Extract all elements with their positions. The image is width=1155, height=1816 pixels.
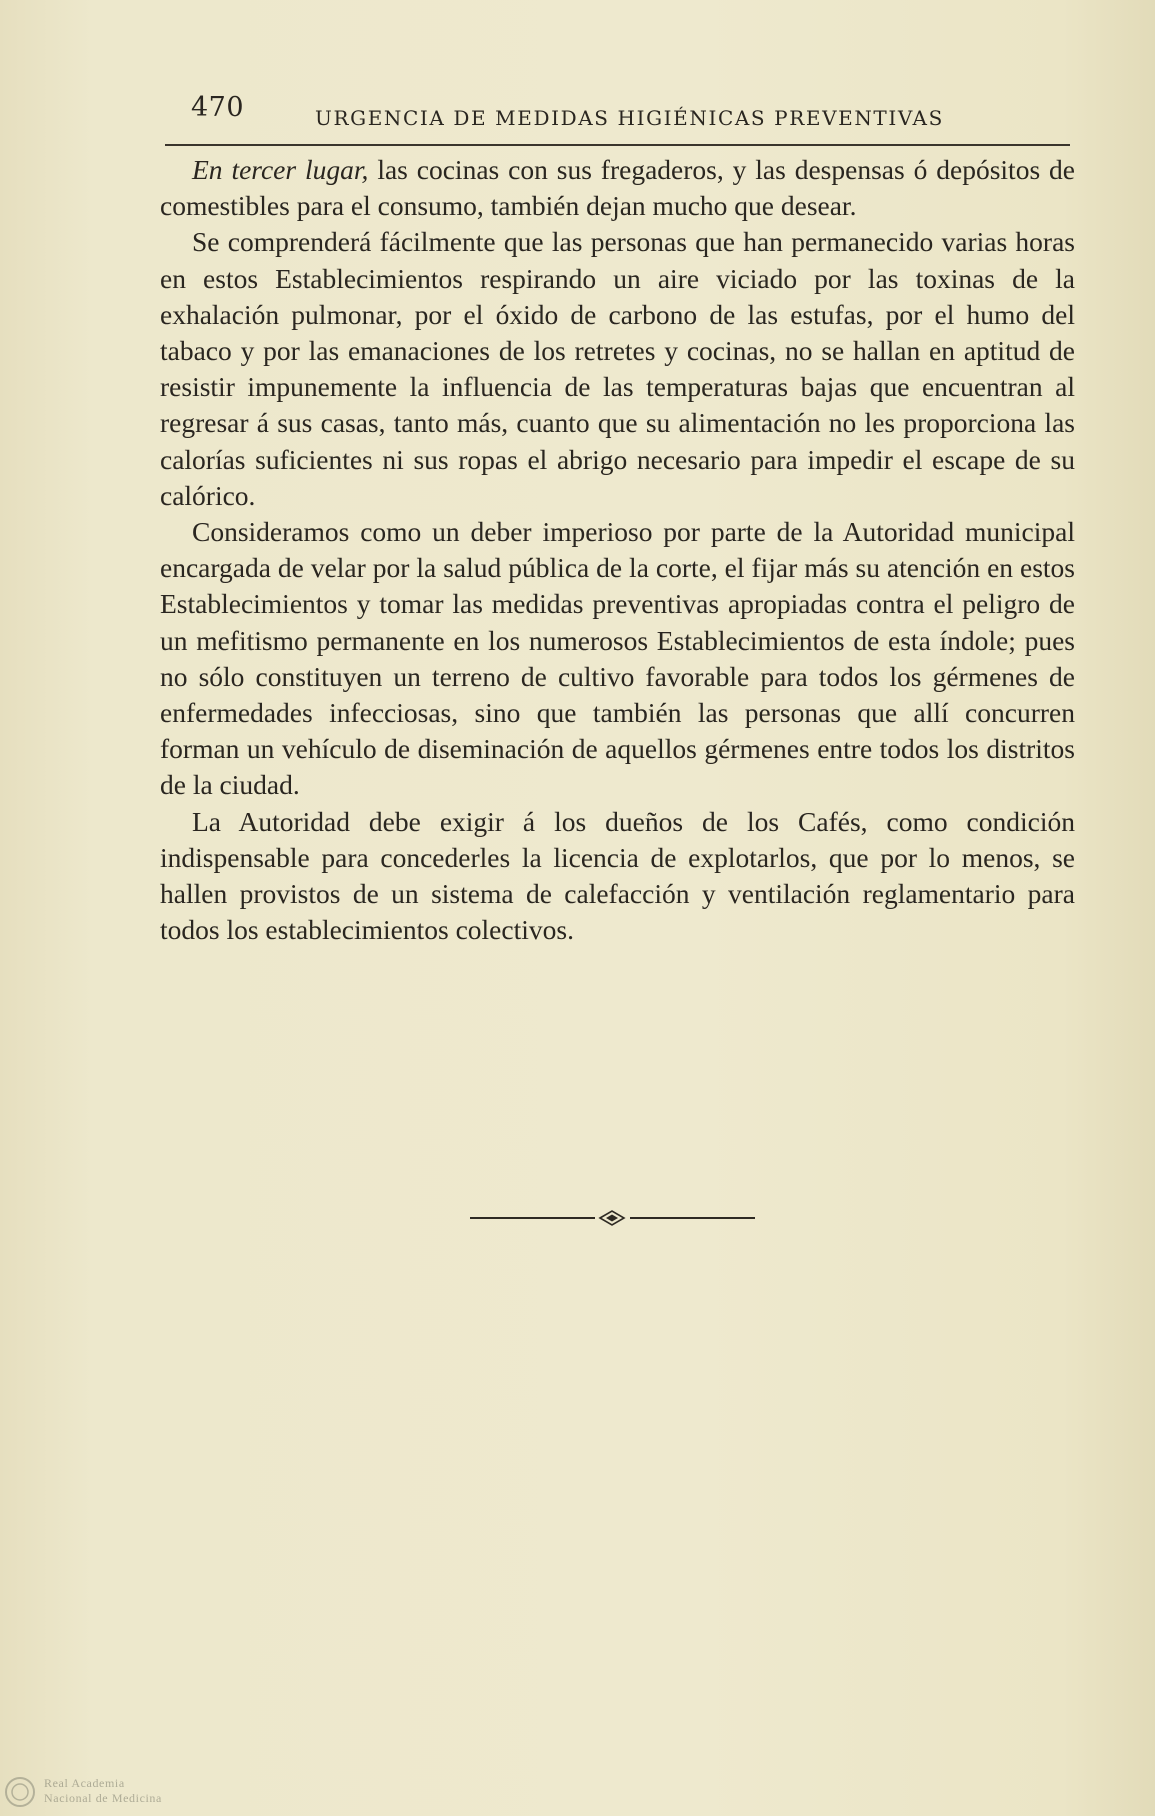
ornament-diamond-icon bbox=[598, 1210, 626, 1226]
section-end-ornament bbox=[470, 1208, 755, 1228]
watermark-text bbox=[44, 1776, 162, 1806]
watermark-line-2: Nacional de Medicina bbox=[44, 1791, 162, 1805]
body-text bbox=[160, 152, 1075, 948]
paragraph-2: Se comprenderá fácilmente que las personas que han permanecido varias horas en estos Establecimientos respirando un aire viciado por las toxinas de la exhalación pulmonar, por el óxido de carbono de las estufas, por el humo del tabaco y por las emanaciones de los retretes y cocinas, no se hallan en aptitud de resistir impunemente la influencia de las temperaturas bajas que encuentran al regresar á sus casas, tanto más, cuanto que su alimentación no les proporciona las calorías suficientes ni sus ropas el abrigo necesario para impedir el escape de su calórico. bbox=[160, 226, 1075, 511]
page-number: 470 bbox=[191, 92, 245, 123]
academy-seal-icon bbox=[4, 1776, 36, 1808]
paragraph-1-text: las cocinas con sus fregaderos, y las despensas ó depósitos de comestibles para el consumo, también dejan mucho que desear. bbox=[160, 154, 1076, 222]
paragraph-4: La Autoridad debe exigir á los dueños de los Cafés, como condición indispensable para concederles la licencia de explotarlos, que por lo menos, se hallen provistos de un sistema de calefacción y ventilación reglamentario para todos los establecimientos colectivos. bbox=[160, 805, 1075, 946]
paragraph-3: Consideramos como un deber imperioso por parte de la Autoridad municipal encargada de velar por la salud pública de la corte, el fijar más su atención en estos Establecimientos y tomar las medidas preventivas apropiadas contra el peligro de un mefitismo permanente en los numerosos Establecimientos de esta índole; pues no sólo constituyen un terreno de cultivo favorable para todos los gérmenes de enfermedades infecciosas, sino que también las personas que allí concurren forman un vehículo de diseminación de aquellos gérmenes entre todos los distritos de la ciudad. bbox=[160, 516, 1075, 801]
ornament-rule-right bbox=[630, 1217, 755, 1219]
paragraph-1 bbox=[160, 152, 1075, 224]
page-header bbox=[165, 92, 1070, 146]
ornament-rule-left bbox=[470, 1217, 595, 1219]
running-title: URGENCIA DE MEDIDAS HIGIÉNICAS PREVENTIVAS bbox=[315, 106, 944, 130]
paragraph-1-italic-lead: En tercer lugar, bbox=[192, 154, 369, 185]
library-watermark bbox=[4, 1772, 204, 1812]
watermark-line-1: Real Academia bbox=[44, 1776, 125, 1790]
